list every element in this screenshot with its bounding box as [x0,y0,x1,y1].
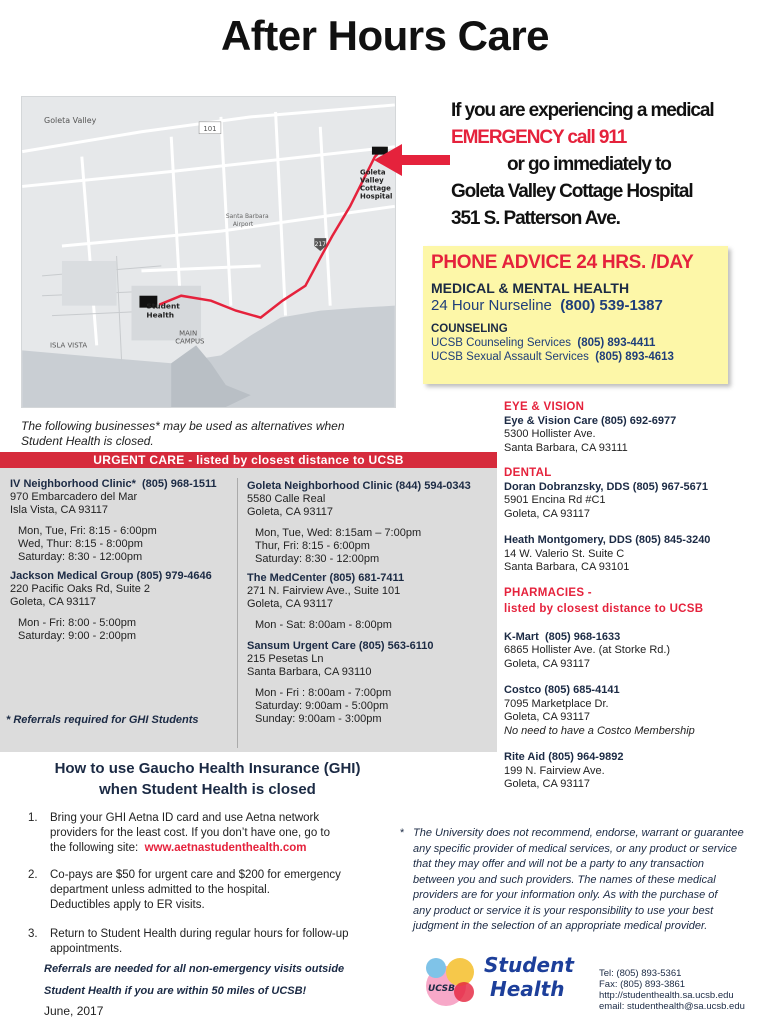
pharmacy-phone[interactable]: (805) 685-4141 [544,684,620,696]
svg-text:Health: Health [490,977,565,1001]
urgent-care-right [247,480,497,726]
svg-text:Cottage: Cottage [360,184,391,193]
clinic-goleta: Goleta Neighborhood Clinic (844) 594-0343 5580 Calle Real Goleta, CA 93117 Mon, Tue, Wed: 8:15am – 7:00pm Thur, Fri: 8:15 - 6:00pm Saturday: 8:30 - 12:00pm [247,480,471,565]
urgent-care-left [10,478,235,643]
contact-info [599,968,745,1012]
clinic-jackson: Jackson Medical Group (805) 979-4646 220 Pacific Oaks Rd, Suite 2 Goleta, CA 93117 Mon - Fri: 8:00 - 5:00pm Saturday: 9:00 - 2:00pm [10,570,212,642]
aetna-link[interactable]: www.aetnastudenthealth.com [144,842,307,854]
dental-phone[interactable]: (805) 967-5671 [632,480,709,493]
svg-text:101: 101 [203,124,217,133]
svg-text:Hospital: Hospital [360,192,393,201]
emergency-line5: 351 S. Patterson Ave. [451,208,620,229]
assault-line: UCSB Sexual Assault Services (805) 893-4613 [431,351,674,363]
emergency-notice [451,97,761,232]
clinic-medcenter: The MedCenter (805) 681-7411 271 N. Fairview Ave., Suite 101 Goleta, CA 93117 Mon - Sat: 8:00am - 8:00pm [247,572,405,631]
clinic-phone[interactable]: (805) 968-1511 [142,478,217,490]
svg-text:Goleta Valley: Goleta Valley [44,115,97,125]
ghi-step-2: 2. Co-pays are $50 for urgent care and $200 for emergency department unless admitted to the hospital. Deductibles apply to ER visits. [28,869,341,911]
eye-phone[interactable]: (805) 692-6977 [601,414,677,427]
svg-text:Goleta: Goleta [360,168,386,177]
phone-advice-title: PHONE ADVICE 24 HRS. /DAY [431,252,694,273]
clinic-iv: IV Neighborhood Clinic* (805) 968-1511 970 Embarcadero del Mar Isla Vista, CA 93117 Mon, Tue, Fri: 8:15 - 6:00pm Wed, Thur: 8:15 - 8:00pm Saturday: 8:30 - 12:00pm [10,478,217,563]
mental-health-heading: MEDICAL & MENTAL HEALTH [431,280,630,296]
svg-text:217: 217 [314,241,326,249]
referral-note-2: Student Health if you are within 50 miles of UCSB! [44,985,307,997]
campus-map [21,96,396,408]
eye-heading: EYE & VISION [504,401,585,413]
emergency-line1: If you are experiencing a medical [451,100,714,121]
clinic-phone[interactable]: (844) 594-0343 [395,480,471,492]
clinic-phone[interactable]: (805) 681-7411 [329,572,405,584]
referral-note-1: Referrals are needed for all non-emergency visits outside [44,963,345,975]
dental-phone[interactable]: (805) 845-3240 [635,534,711,546]
svg-text:Student: Student [146,301,180,311]
dental-heading: DENTAL [504,467,552,479]
contact-tel: Tel: (805) 893-5361 [599,968,682,979]
pharmacy-phone[interactable]: (805) 964-9892 [548,751,624,763]
student-health-logo [418,946,578,1012]
clinic-phone[interactable]: (805) 563-6110 [358,640,434,652]
svg-text:Airport: Airport [232,221,254,229]
nurseline-phone[interactable]: (800) 539-1387 [560,297,663,314]
contact-fax: Fax: (805) 893-3861 [599,979,686,990]
svg-text:Valley: Valley [360,176,384,185]
svg-text:UCSB: UCSB [428,984,455,994]
pharmacies-subheading: listed by closest distance to UCSB [504,603,704,615]
counseling-line: UCSB Counseling Services (805) 893-4411 [431,337,656,349]
assault-phone[interactable]: (805) 893-4613 [595,351,674,363]
svg-text:Santa Barbara: Santa Barbara [225,213,269,221]
svg-text:CAMPUS: CAMPUS [175,337,205,346]
svg-text:Student: Student [484,953,574,977]
publication-date: June, 2017 [44,1004,104,1018]
emergency-line3: or go immediately to [507,154,671,175]
pharmacy-phone[interactable]: (805) 968-1633 [544,630,621,643]
contact-web[interactable]: http://studenthealth.sa.ucsb.edu [599,990,734,1001]
page-title: After Hours Care [220,12,550,59]
ghi-referral-note: * Referrals required for GHI Students [6,714,199,726]
logo-graphic [418,946,578,1012]
alternatives-note: The following businesses* may be used as alternatives when Student Health is closed. [21,419,345,448]
urgent-care-divider [237,478,238,748]
svg-text:ISLA VISTA: ISLA VISTA [50,341,88,350]
clinic-phone[interactable]: (805) 979-4646 [136,570,212,582]
arrow-icon [372,138,452,188]
urgent-care-band: URGENT CARE - listed by closest distance to UCSB [0,452,497,468]
counseling-phone[interactable]: (805) 893-4411 [577,337,656,349]
phone-advice-box [423,246,728,384]
services-column: EYE & VISION Eye & Vision Care (805) 692-6977 5300 Hollister Ave. Santa Barbara, CA 93111 DENTAL Doran Dobranzsky, DDS (805) 967-5671 5901 Encina Rd #C1 Goleta, CA 93117 Heath Montgomery, DDS (805) 845-3240 14 W. Valerio St. Suite C Santa Barbara, CA 93101 PHARMACIES - listed by closest distance to UCSB K-Mart (805) 968-1633 6865 Hollister Ave. (at Storke Rd.) Goleta, CA 93117 Costco (805) 685-4141 7095 Marketplace Dr. Goleta, CA 93117 No need to have a Costco Membership Rite Aid (805) 964-9892 199 N. Fairview Ave. Goleta, CA 93117 [504,401,764,792]
counseling-heading: COUNSELING [431,323,508,335]
svg-text:MAIN: MAIN [179,329,198,338]
disclaimer: * The University does not recommend, endorse, warrant or guarantee any specific provider of medical services, or any product or service that they may offer and will not be a party to any transaction between you and such providers. The names of these medical providers are for your information only. As with the purchase of any product or service it is your responsibility to use your best judgment in the selection of an appropriate medical provider. [400,827,744,932]
ghi-step-3: 3. Return to Student Health during regular hours for follow-up appointments. [28,928,349,955]
emergency-line2: EMERGENCY call 911 [451,127,627,148]
map-graphic [22,97,395,407]
emergency-line4: Goleta Valley Cottage Hospital [451,181,693,202]
clinic-sansum: Sansum Urgent Care (805) 563-6110 215 Pesetas Ln Santa Barbara, CA 93110 Mon - Fri : 8:00am - 7:00pm Saturday: 9:00am - 5:00pm Sunday: 9:00am - 3:00pm [247,640,434,725]
ghi-title: How to use Gaucho Health Insurance (GHI) when Student Health is closed [54,760,361,798]
ghi-step-1: 1. Bring your GHI Aetna ID card and use Aetna network providers for the least cost. If you don’t have one, go to the following site: www.aetnastudenthealth.com [28,812,330,854]
nurseline: 24 Hour Nurseline (800) 539-1387 [431,297,663,314]
svg-text:Health: Health [146,310,175,320]
contact-email[interactable]: email: studenthealth@sa.ucsb.edu [599,1001,745,1012]
pharmacies-heading: PHARMACIES - [504,586,592,599]
